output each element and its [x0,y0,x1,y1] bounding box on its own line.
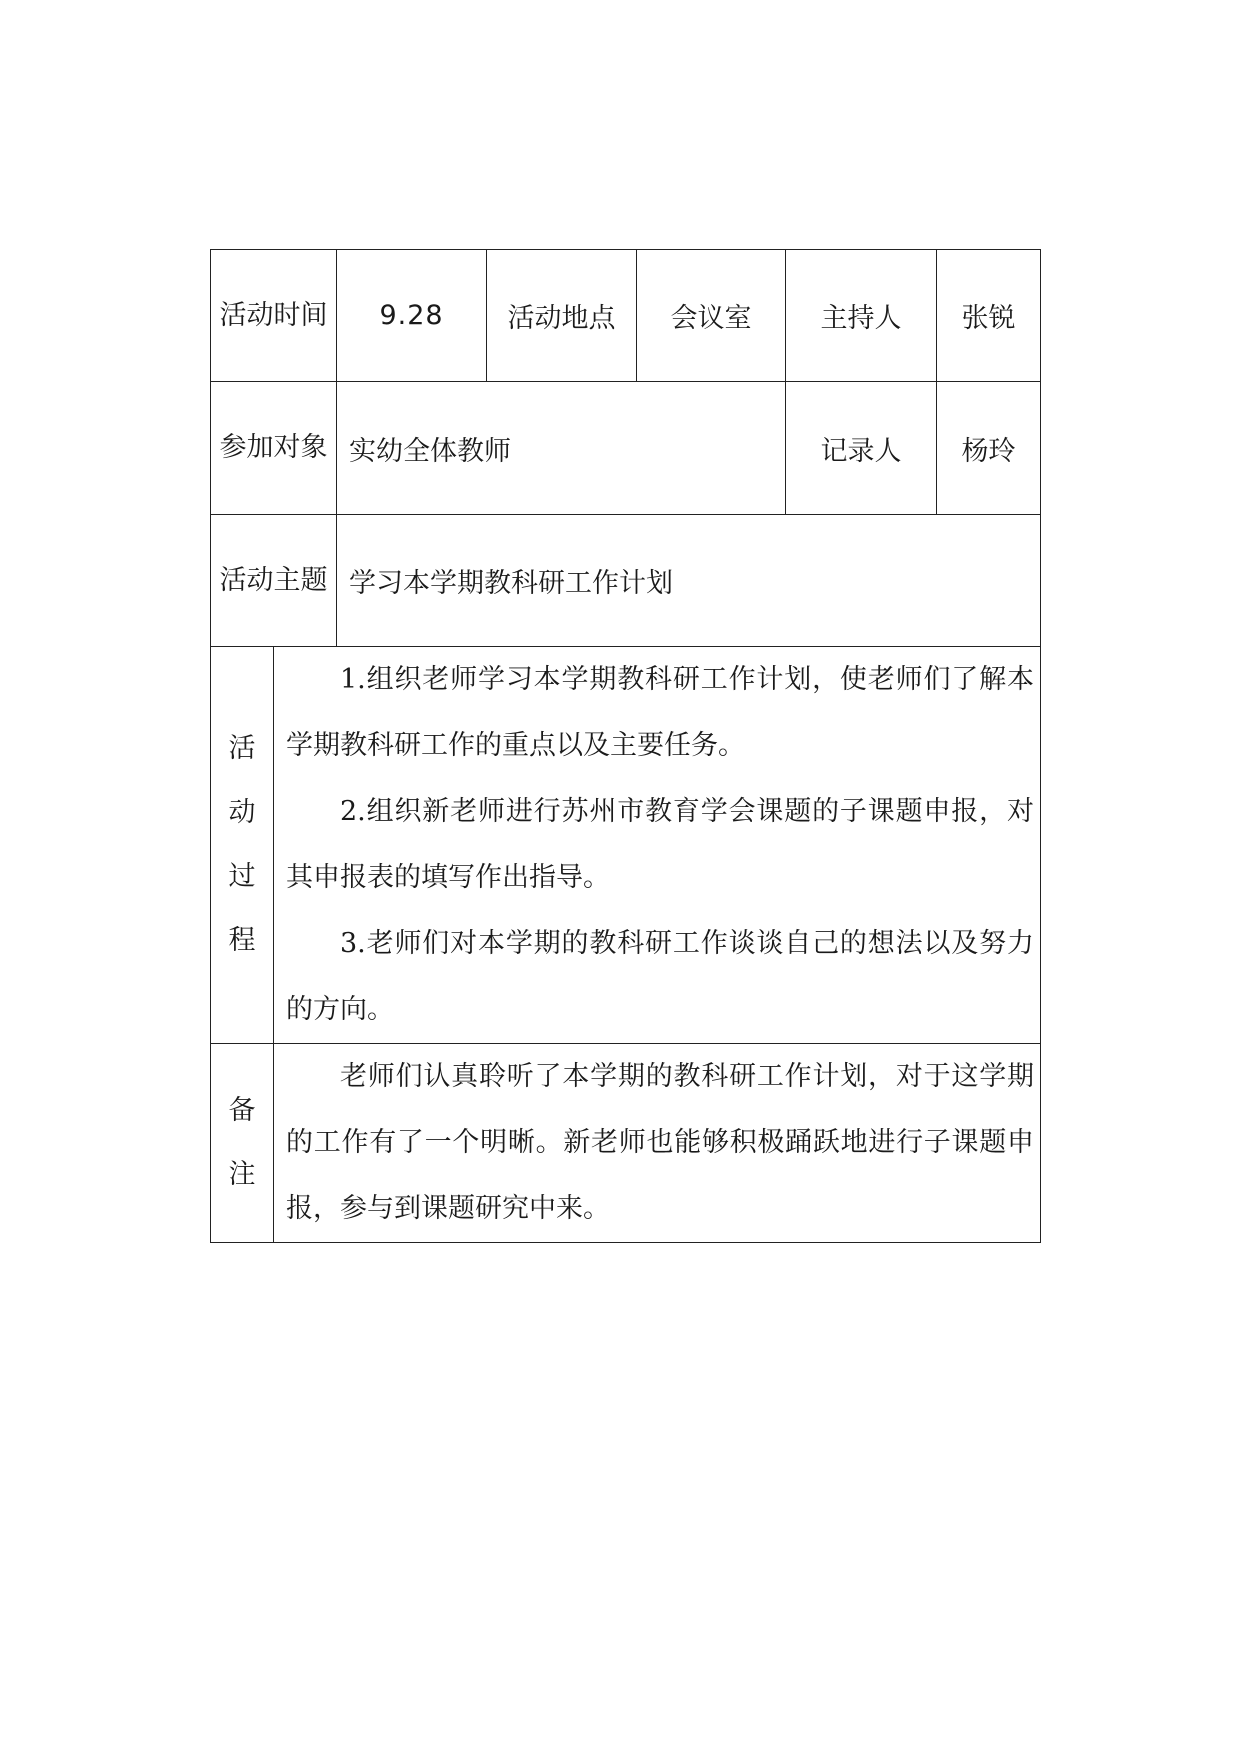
table-row-theme [211,515,1041,647]
process-item: 1.组织老师学习本学期教科研工作计划，使老师们了解本学期教科研工作的重点以及主要任务。 [286,664,1034,761]
table-row-notes [211,1044,1041,1243]
time-value: 9.28 [337,250,487,382]
time-label: 活动时间 [211,250,337,382]
recorder-value: 杨玲 [937,382,1041,515]
theme-value: 学习本学期教科研工作计划 [337,515,1041,647]
activity-record-table [210,249,1041,1243]
process-label [211,647,274,1044]
process-item: 2.组织新老师进行苏州市教育学会课题的子课题申报，对其申报表的填写作出指导。 [286,796,1034,893]
table-row-process [211,647,1041,1044]
theme-label: 活动主题 [211,515,337,647]
host-label: 主持人 [786,250,937,382]
process-label-char: 动 [228,797,256,828]
process-item: 3.老师们对本学期的教科研工作谈谈自己的想法以及努力的方向。 [286,928,1034,1025]
place-label: 活动地点 [487,250,637,382]
notes-label-char: 备 [228,1095,256,1126]
place-value: 会议室 [637,250,786,382]
process-content [274,647,1041,1044]
host-value: 张锐 [937,250,1041,382]
process-label-char: 程 [228,925,256,956]
process-label-char: 过 [228,861,256,892]
notes-label-char: 注 [228,1159,256,1190]
notes-content [274,1044,1041,1243]
participants-value: 实幼全体教师 [337,382,786,515]
notes-text: 老师们认真聆听了本学期的教科研工作计划，对于这学期的工作有了一个明晰。新老师也能够积极踊跃地进行子课题申报，参与到课题研究中来。 [286,1061,1034,1224]
process-label-char: 活 [228,733,256,764]
participants-label: 参加对象 [211,382,337,515]
recorder-label: 记录人 [786,382,937,515]
notes-label [211,1044,274,1243]
table-row-participants [211,382,1041,515]
table-row-time [211,250,1041,382]
